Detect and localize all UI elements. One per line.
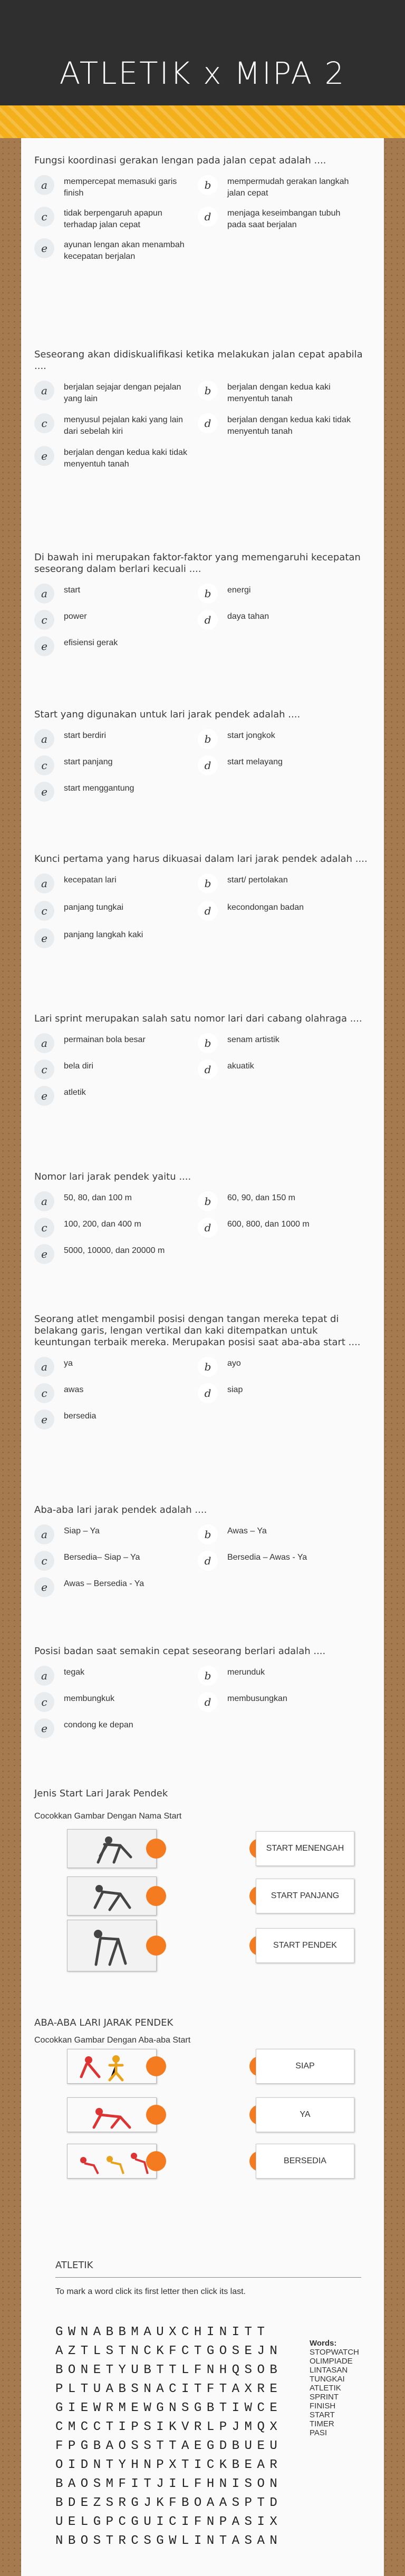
answer-label: START PENDEK bbox=[273, 1941, 337, 1950]
letter-row[interactable]: BONETYUBTTLFNHQSOB bbox=[55, 2363, 283, 2377]
option-e[interactable] bbox=[34, 1718, 192, 1738]
option-text: daya tahan bbox=[227, 612, 269, 621]
option-letter: e bbox=[34, 636, 54, 656]
options bbox=[34, 1524, 372, 1603]
question-1 bbox=[34, 155, 372, 265]
option-e[interactable] bbox=[34, 446, 192, 470]
option-d[interactable] bbox=[198, 1218, 356, 1238]
option-text: start jongkok bbox=[227, 731, 275, 740]
option-letter: e bbox=[34, 1244, 54, 1264]
option-text: akuatik bbox=[227, 1062, 254, 1071]
option-text: berjalan sejajar dengan pejalan yang lain bbox=[64, 383, 181, 403]
option-text: mempercepat memasuki garis finish bbox=[64, 177, 177, 198]
option-letter: d bbox=[198, 1551, 218, 1571]
letter-row[interactable]: GIEWRMEWGNSGBTIWCE bbox=[55, 2401, 283, 2415]
options bbox=[34, 1666, 372, 1745]
option-a[interactable] bbox=[34, 1357, 192, 1377]
word-item: SPRINT bbox=[310, 2393, 339, 2402]
option-letter: b bbox=[198, 175, 218, 195]
question-text: Di bawah ini merupakan faktor-faktor yang memengaruhi kecepatan seseorang dalam berlari kecuali .... bbox=[34, 552, 361, 575]
options bbox=[34, 1033, 372, 1112]
runner-image-card bbox=[67, 1877, 157, 1916]
word-item: OLIMPIADE bbox=[310, 2357, 353, 2366]
option-d[interactable] bbox=[198, 1059, 356, 1080]
command-image-card bbox=[67, 2097, 157, 2132]
runner-crouch-icon bbox=[68, 1830, 156, 1868]
answer-label: START PANJANG bbox=[271, 1891, 340, 1900]
option-text: energi bbox=[227, 586, 251, 595]
option-text: efisiensi gerak bbox=[64, 638, 118, 647]
option-letter: e bbox=[34, 1086, 54, 1106]
option-text: Awas – Bersedia - Ya bbox=[64, 1579, 144, 1588]
header-pattern-stripe bbox=[0, 105, 405, 138]
option-text: kecondongan badan bbox=[227, 903, 304, 912]
word-item: FINISH bbox=[310, 2402, 336, 2410]
option-letter: a bbox=[34, 1033, 54, 1053]
question-text: Nomor lari jarak pendek yaitu .... bbox=[34, 1171, 191, 1182]
option-text: membungkuk bbox=[64, 1694, 115, 1703]
option-letter: a bbox=[34, 175, 54, 195]
option-b[interactable] bbox=[198, 381, 356, 405]
letter-row[interactable]: UELGPCGUICIFNPASIX bbox=[55, 2515, 283, 2529]
option-e[interactable] bbox=[34, 1244, 192, 1264]
letter-grid[interactable] bbox=[55, 2323, 303, 2551]
option-text: bela diri bbox=[64, 1062, 94, 1071]
option-letter: b bbox=[198, 873, 218, 893]
option-text: Bersedia– Siap – Ya bbox=[64, 1553, 140, 1562]
option-c[interactable] bbox=[34, 610, 192, 630]
option-a[interactable] bbox=[34, 1191, 192, 1211]
option-letter: c bbox=[34, 1551, 54, 1571]
match-answer-card[interactable] bbox=[256, 2097, 354, 2132]
option-text: ayunan lengan akan menambah kecepatan berjalan bbox=[64, 240, 185, 261]
word-item: TUNGKAI bbox=[310, 2375, 345, 2384]
option-a[interactable] bbox=[34, 1666, 192, 1686]
option-text: Siap – Ya bbox=[64, 1527, 100, 1535]
letter-row[interactable]: OIDNTYHNPXTICKBEAR bbox=[55, 2458, 283, 2472]
option-text: merunduk bbox=[227, 1668, 265, 1677]
question-9 bbox=[34, 1504, 372, 1603]
letter-row[interactable]: GWNABBMAUXCHINITT bbox=[55, 2325, 270, 2339]
question-text: Kunci pertama yang harus dikuasai dalam lari jarak pendek adalah .... bbox=[34, 853, 368, 864]
option-a[interactable] bbox=[34, 873, 192, 893]
runner-on-marks-icon bbox=[68, 2144, 156, 2178]
option-letter: b bbox=[198, 1666, 218, 1686]
option-letter: e bbox=[34, 782, 54, 802]
option-letter: b bbox=[198, 1524, 218, 1544]
question-text: Posisi badan saat semakin cepat seseorang berlari adalah .... bbox=[34, 1646, 326, 1657]
option-a[interactable] bbox=[34, 584, 192, 604]
match-handle-dot[interactable] bbox=[146, 1886, 166, 1906]
option-b[interactable] bbox=[198, 1357, 356, 1377]
option-e[interactable] bbox=[34, 1409, 192, 1430]
option-letter: b bbox=[198, 584, 218, 604]
option-letter: c bbox=[34, 610, 54, 630]
option-a[interactable] bbox=[34, 729, 192, 749]
letter-row[interactable]: BAOSMFITJILFHNISON bbox=[55, 2477, 283, 2491]
option-text: senam artistik bbox=[227, 1035, 279, 1044]
option-c[interactable] bbox=[34, 901, 192, 921]
option-letter: d bbox=[198, 755, 218, 775]
option-letter: d bbox=[198, 1218, 218, 1238]
option-d[interactable] bbox=[198, 413, 356, 438]
option-letter: c bbox=[34, 1383, 54, 1403]
option-d[interactable] bbox=[198, 610, 356, 630]
option-letter: a bbox=[34, 584, 54, 604]
option-letter: d bbox=[198, 1059, 218, 1080]
option-letter: a bbox=[34, 1191, 54, 1211]
word-list bbox=[310, 2339, 368, 2437]
match-handle-dot[interactable] bbox=[146, 2151, 166, 2171]
option-text: menjaga keseimbangan tubuh pada saat berjalan bbox=[227, 209, 341, 229]
word-list-label: Words: bbox=[310, 2339, 337, 2348]
option-text: berjalan dengan kedua kaki menyentuh tanah bbox=[227, 383, 331, 403]
header bbox=[0, 0, 405, 138]
option-letter: c bbox=[34, 901, 54, 921]
option-letter: d bbox=[198, 610, 218, 630]
matching-title: Jenis Start Lari Jarak Pendek bbox=[34, 1788, 168, 1799]
option-text: berjalan dengan kedua kaki tidak menyentuh tanah bbox=[64, 448, 187, 469]
runner-crouch-icon bbox=[68, 1920, 156, 1971]
question-text: Aba-aba lari jarak pendek adalah .... bbox=[34, 1504, 207, 1515]
option-letter: e bbox=[34, 1577, 54, 1597]
option-b[interactable] bbox=[198, 1666, 356, 1686]
option-text: siap bbox=[227, 1385, 243, 1394]
divider bbox=[55, 2277, 361, 2278]
command-image-card bbox=[67, 2144, 157, 2179]
option-text: 100, 200, dan 400 m bbox=[64, 1220, 141, 1229]
option-a[interactable] bbox=[34, 1524, 192, 1544]
option-e[interactable] bbox=[34, 1086, 192, 1106]
option-letter: a bbox=[34, 873, 54, 893]
question-4 bbox=[34, 709, 372, 808]
option-text: berjalan dengan kedua kaki tidak menyentuh tanah bbox=[227, 415, 351, 436]
option-b[interactable] bbox=[198, 584, 356, 604]
option-text: tegak bbox=[64, 1668, 85, 1677]
option-text: power bbox=[64, 612, 87, 621]
option-letter: d bbox=[198, 413, 218, 433]
option-text: membusungkan bbox=[227, 1694, 287, 1703]
option-text: atletik bbox=[64, 1088, 86, 1097]
question-7 bbox=[34, 1171, 372, 1270]
options bbox=[34, 1357, 372, 1436]
option-text: panjang langkah kaki bbox=[64, 930, 143, 939]
option-letter: c bbox=[34, 1692, 54, 1712]
options bbox=[34, 1191, 372, 1270]
letter-row[interactable]: NBOSTRCSGWLINTASAN bbox=[55, 2534, 283, 2548]
match-answer-card[interactable] bbox=[256, 2144, 354, 2179]
answer-label: SIAP bbox=[295, 2062, 315, 2070]
option-text: start/ pertolakan bbox=[227, 876, 288, 884]
option-letter: a bbox=[34, 729, 54, 749]
question-5 bbox=[34, 853, 372, 952]
runner-image-card bbox=[67, 1920, 157, 1971]
options bbox=[34, 175, 372, 265]
options bbox=[34, 584, 372, 663]
question-text: Start yang digunakan untuk lari jarak pendek adalah .... bbox=[34, 709, 301, 720]
option-b[interactable] bbox=[198, 1524, 356, 1544]
match-handle-dot[interactable] bbox=[146, 2105, 166, 2125]
word-item: TIMER bbox=[310, 2419, 334, 2428]
option-b[interactable] bbox=[198, 873, 356, 893]
option-b[interactable] bbox=[198, 1033, 356, 1053]
option-c[interactable] bbox=[34, 755, 192, 775]
option-text: start melayang bbox=[227, 757, 283, 766]
matching-start-types bbox=[34, 1788, 372, 1983]
option-text: ayo bbox=[227, 1359, 241, 1368]
option-text: start panjang bbox=[64, 757, 113, 766]
question-text: Seseorang akan didiskualifikasi ketika melakukan jalan cepat apabila .... bbox=[34, 349, 363, 372]
option-text: tidak berpengaruh apapun terhadap jalan cepat bbox=[64, 209, 162, 229]
option-e[interactable] bbox=[34, 238, 192, 263]
option-text: 60, 90, dan 150 m bbox=[227, 1193, 295, 1202]
runner-crouch-icon bbox=[68, 1877, 156, 1915]
option-a[interactable] bbox=[34, 381, 192, 405]
option-c[interactable] bbox=[34, 1059, 192, 1080]
match-answer-card[interactable] bbox=[256, 2049, 354, 2084]
question-3 bbox=[34, 552, 372, 663]
option-letter: d bbox=[198, 1383, 218, 1403]
option-c[interactable] bbox=[34, 1551, 192, 1571]
word-item: STOPWATCH bbox=[310, 2348, 359, 2357]
matching-start-commands bbox=[34, 2017, 372, 2218]
options bbox=[34, 381, 372, 475]
word-item: PASI bbox=[310, 2428, 327, 2437]
option-text: menyusul pejalan kaki yang lain dari sebelah kiri bbox=[64, 415, 183, 436]
letter-row[interactable]: PLTUABSNACITFTAXRE bbox=[55, 2382, 283, 2396]
word-item: START bbox=[310, 2410, 335, 2419]
option-letter: a bbox=[34, 1666, 54, 1686]
option-text: start menggantung bbox=[64, 784, 134, 793]
answer-label: YA bbox=[300, 2110, 311, 2119]
word-search bbox=[34, 2260, 372, 2555]
option-letter: d bbox=[198, 1692, 218, 1712]
option-e[interactable] bbox=[34, 1577, 192, 1597]
option-text: 5000, 10000, dan 20000 m bbox=[64, 1246, 165, 1255]
option-letter: b bbox=[198, 729, 218, 749]
option-letter: b bbox=[198, 381, 218, 401]
option-c[interactable] bbox=[34, 413, 192, 438]
option-b[interactable] bbox=[198, 1191, 356, 1211]
option-a[interactable] bbox=[34, 1033, 192, 1053]
option-text: panjang tungkai bbox=[64, 903, 123, 912]
option-text: Awas – Ya bbox=[227, 1527, 267, 1535]
option-e[interactable] bbox=[34, 782, 192, 802]
option-letter: e bbox=[34, 238, 54, 258]
option-text: mempermudah gerakan langkah jalan cepat bbox=[227, 177, 349, 198]
matching-subtitle: Cocokkan Gambar Dengan Aba-aba Start bbox=[34, 2036, 191, 2045]
options bbox=[34, 729, 372, 808]
option-text: Bersedia – Awas - Ya bbox=[227, 1553, 307, 1562]
match-answer-card[interactable] bbox=[256, 1879, 354, 1913]
option-letter: e bbox=[34, 1718, 54, 1738]
option-letter: e bbox=[34, 446, 54, 466]
match-handle-dot[interactable] bbox=[146, 2056, 166, 2076]
option-text: condong ke depan bbox=[64, 1720, 133, 1729]
letter-row[interactable]: AZTLSTNCKFCTGOSEJN bbox=[55, 2344, 283, 2358]
runner-image-card bbox=[67, 1829, 157, 1868]
worksheet-sheet bbox=[21, 138, 384, 2576]
answer-label: BERSEDIA bbox=[284, 2156, 326, 2165]
option-letter: a bbox=[34, 381, 54, 401]
letter-row[interactable]: BDEZSRGJKFBOAASPTD bbox=[55, 2496, 283, 2510]
wordsearch-instruction: To mark a word click its first letter then click its last. bbox=[55, 2287, 246, 2296]
option-text: 600, 800, dan 1000 m bbox=[227, 1220, 310, 1229]
question-10 bbox=[34, 1646, 372, 1745]
matching-title: ABA-ABA LARI JARAK PENDEK bbox=[34, 2017, 173, 2028]
option-c[interactable] bbox=[34, 1383, 192, 1403]
option-d[interactable] bbox=[198, 901, 356, 921]
runner-go-icon bbox=[68, 2098, 156, 2132]
option-d[interactable] bbox=[198, 207, 356, 231]
option-letter: c bbox=[34, 207, 54, 227]
command-image-card bbox=[67, 2049, 157, 2084]
option-letter: b bbox=[198, 1357, 218, 1377]
page-title: ATLETIK x MIPA 2 bbox=[59, 55, 346, 91]
option-e[interactable] bbox=[34, 636, 192, 656]
option-text: bersedia bbox=[64, 1412, 97, 1421]
match-answer-card[interactable] bbox=[256, 1928, 354, 1963]
option-letter: b bbox=[198, 1033, 218, 1053]
option-b[interactable] bbox=[198, 175, 356, 199]
option-d[interactable] bbox=[198, 755, 356, 775]
option-c[interactable] bbox=[34, 1218, 192, 1238]
option-text: kecepatan lari bbox=[64, 876, 117, 884]
option-d[interactable] bbox=[198, 1692, 356, 1712]
letter-row[interactable]: CMCCTIPSIKVRLPJMQX bbox=[55, 2420, 283, 2434]
option-d[interactable] bbox=[198, 1551, 356, 1571]
question-text: Seorang atlet mengambil posisi dengan tangan mereka tepat di belakang garis, lengan vertikal dan kaki ditempatkan untuk keuntungan terbaik mereka. Merupakan posisi saat aba-aba start .... bbox=[34, 1314, 361, 1348]
word-item: LINTASAN bbox=[310, 2366, 348, 2375]
question-8 bbox=[34, 1314, 372, 1436]
option-text: permainan bola besar bbox=[64, 1035, 146, 1044]
question-2 bbox=[34, 349, 372, 475]
option-letter: c bbox=[34, 1218, 54, 1238]
option-letter: c bbox=[34, 413, 54, 433]
option-a[interactable] bbox=[34, 175, 192, 199]
option-letter: c bbox=[34, 1059, 54, 1080]
match-handle-dot[interactable] bbox=[146, 1936, 166, 1956]
option-c[interactable] bbox=[34, 207, 192, 231]
question-text: Lari sprint merupakan salah satu nomor lari dari cabang olahraga .... bbox=[34, 1013, 362, 1024]
option-c[interactable] bbox=[34, 1692, 192, 1712]
option-letter: e bbox=[34, 928, 54, 948]
option-letter: d bbox=[198, 901, 218, 921]
option-b[interactable] bbox=[198, 729, 356, 749]
match-answer-card[interactable] bbox=[256, 1831, 354, 1866]
letter-row[interactable]: FPGBAOSSTTAEGDBUEU bbox=[55, 2439, 283, 2453]
runner-set-icon bbox=[68, 2049, 156, 2083]
answer-label: START MENENGAH bbox=[266, 1844, 344, 1853]
question-6 bbox=[34, 1013, 372, 1112]
option-letter: e bbox=[34, 1409, 54, 1430]
option-text: 50, 80, dan 100 m bbox=[64, 1193, 132, 1202]
option-letter: b bbox=[198, 1191, 218, 1211]
word-item: ATLETIK bbox=[310, 2384, 341, 2393]
option-letter: d bbox=[198, 207, 218, 227]
options bbox=[34, 873, 372, 952]
option-text: start berdiri bbox=[64, 731, 107, 740]
match-handle-dot[interactable] bbox=[146, 1839, 166, 1859]
option-letter: a bbox=[34, 1357, 54, 1377]
option-text: awas bbox=[64, 1385, 84, 1394]
wordsearch-title: ATLETIK bbox=[55, 2260, 93, 2271]
option-letter: a bbox=[34, 1524, 54, 1544]
option-text: start bbox=[64, 586, 81, 595]
option-d[interactable] bbox=[198, 1383, 356, 1403]
question-text: Fungsi koordinasi gerakan lengan pada jalan cepat adalah .... bbox=[34, 155, 326, 166]
option-text: ya bbox=[64, 1359, 73, 1368]
option-letter: c bbox=[34, 755, 54, 775]
matching-subtitle: Cocokkan Gambar Dengan Nama Start bbox=[34, 1812, 182, 1821]
option-e[interactable] bbox=[34, 928, 192, 948]
